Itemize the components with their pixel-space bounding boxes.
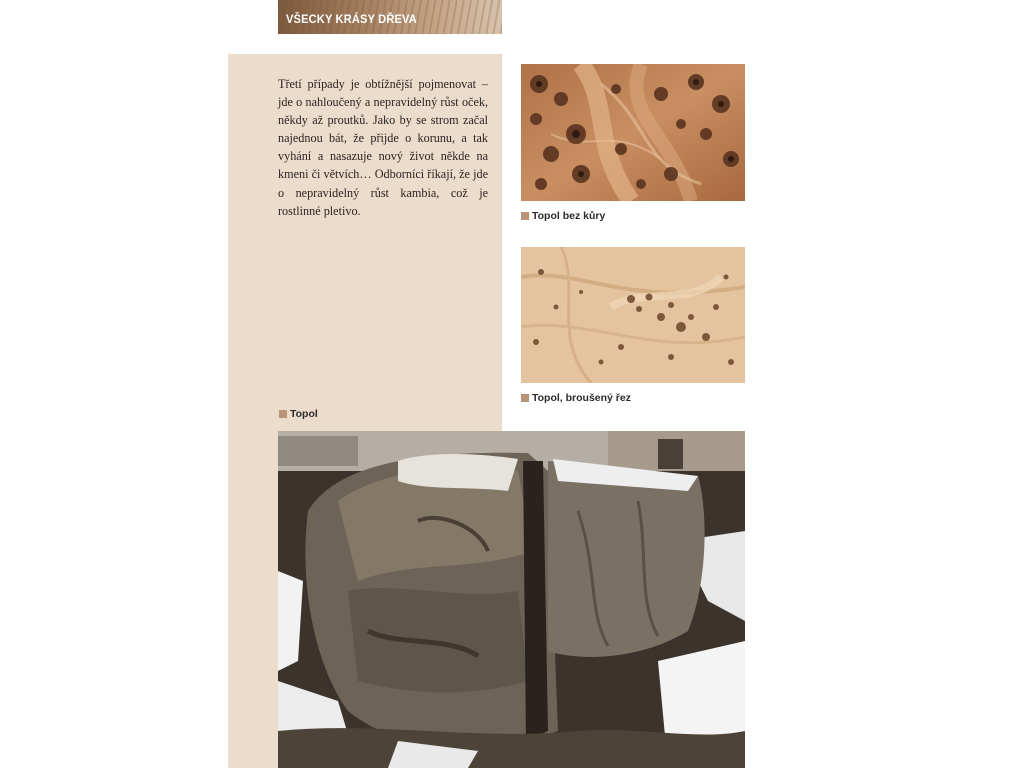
figure-caption bbox=[521, 392, 631, 404]
figure-caption bbox=[279, 408, 318, 420]
caption-text: Topol bbox=[290, 408, 318, 420]
caption-marker bbox=[521, 212, 529, 220]
section-header bbox=[278, 0, 502, 34]
figure-caption bbox=[521, 210, 605, 222]
caption-marker bbox=[521, 394, 529, 402]
caption-text: Topol, broušený řez bbox=[532, 392, 631, 404]
section-title: VŠECKY KRÁSY DŘEVA bbox=[286, 12, 417, 26]
caption-text: Topol bez kůry bbox=[532, 210, 606, 222]
poplar-sanded-cut-photo bbox=[521, 247, 745, 383]
caption-marker bbox=[279, 410, 287, 418]
article-paragraph: Třetí případy je obtížnější pojmenovat – jde o nahloučený a nepravidelný růst oček, někdy až proutků. Jako by se strom začal najednou bát, že přijde o korunu, a tak vyhání a nasazuje nový život někde na kmeni či větvích… Odborníci říkají, že jde o nepravidelný růst kambia, což je rostlinné pletivo. bbox=[278, 77, 488, 218]
poplar-stump-photo bbox=[278, 431, 745, 768]
poplar-burl-photo bbox=[521, 64, 745, 201]
